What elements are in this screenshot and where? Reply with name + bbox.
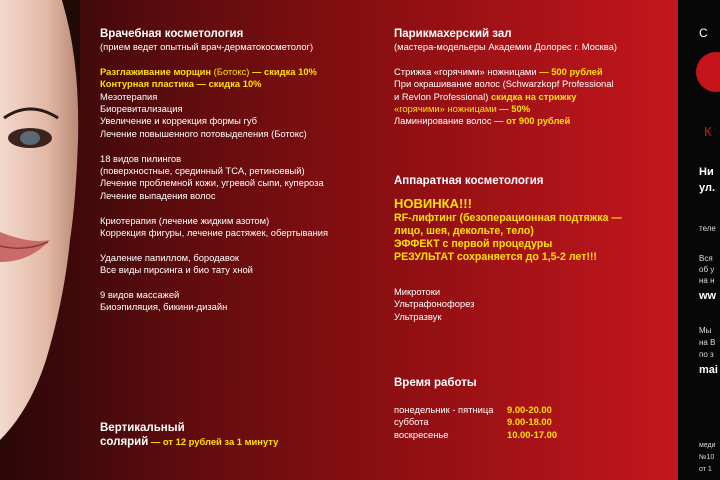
brand-letter: К [704,124,716,139]
contact-panel [678,0,720,480]
list-item: Лечение повышенного потовыделения (Ботокс) [100,127,307,139]
list-item: Микротоки [394,286,441,297]
solarium-block [100,421,278,449]
info-line: об у [699,265,715,274]
section-subtitle: (мастера-модельеры Академии Долорес г. Москва) [394,41,617,52]
promo-line: РЕЗУЛЬТАТ сохраняется до 1,5-2 лет!!! [394,251,597,263]
hair-line: «горячими» ножницами — 50% [394,103,531,115]
logo-icon [696,52,720,92]
medical-cosmetology-section [100,27,328,314]
promo-line: RF-лифтинг (безоперационная подтяжка — [394,212,622,224]
section-subtitle: (прием ведет опытный врач-дерматокосметолог) [100,41,314,52]
info-line: Вся [699,254,713,263]
license-line: №10 [699,454,715,461]
address-line: ул. [699,182,716,194]
face-illustration [0,0,80,480]
solarium-title: Вертикальный [100,422,185,434]
info-line: на В [699,338,716,347]
list-item: Криотерапия (лечение жидким азотом) [100,214,270,226]
info-line: Мы [699,326,712,335]
section-title: Время работы [394,377,477,389]
list-item: Ультрафонофорез [394,298,475,310]
email-link[interactable]: mai [699,364,718,376]
hair-line: При окрашивание волос (Schwarzkopf Professional [394,78,614,90]
info-line: по з [699,350,714,359]
hair-line: Стрижка «горячими» ножницами — 500 рублей [394,65,603,77]
model-face-photo [0,0,80,480]
working-hours-section [394,376,557,441]
hair-salon-section [394,27,617,128]
list-item: Увеличение и коррекция формы губ [100,115,258,127]
list-item: 9 видов массажей [100,289,180,301]
license-line: от 1 [699,466,712,473]
apparatus-section [394,174,622,323]
hair-line: и Revlon Professional) скидка на стрижку [394,90,577,102]
phone-label: теле [699,224,716,233]
hours-row: суббота 9.00-18.00 [394,416,552,428]
hair-line: Ламинирование волос — от 900 рублей [394,115,571,127]
list-item: (поверхностные, срединный ТСА, ретиноевый) [100,165,305,177]
section-title: Аппаратная косметология [394,175,544,187]
new-badge: НОВИНКА!!! [394,196,472,211]
hours-row: воскресенье 10.00-17.00 [394,428,558,440]
license-line: меди [699,442,716,449]
section-title: Парикмахерский зал [394,28,512,40]
list-item: Лечение выпадения волос [100,189,216,201]
website-link[interactable]: ww [699,290,717,302]
promo-line: Разглаживание морщин (Ботокс) — скидка 10% [100,65,317,77]
promo-line: лицо, шея, декольте, тело) [394,225,534,237]
list-item: Лечение проблемной кожи, угревой сыпи, купероза [100,177,324,189]
address-line: Ни [699,166,714,178]
list-item: 18 видов пилингов [100,152,182,164]
list-item: Все виды пирсинга и био тату хной [100,264,253,276]
promo-line: Контурная пластика — скидка 10% [100,78,262,90]
list-item: Коррекция фигуры, лечение растяжек, обертывания [100,227,329,239]
list-item: Биоэпиляция, бикини-дизайн [100,301,228,313]
list-item: Мезотерапия [100,90,158,102]
hours-row: понедельник - пятница 9.00-20.00 [394,404,552,415]
section-title: Врачебная косметология [100,28,244,40]
info-line: на н [699,276,715,285]
list-item: Ультразвук [394,310,442,322]
list-item: Удаление папиллом, бородавок [100,251,240,263]
panel-top-letter: С [699,26,708,40]
solarium-line: солярий — от 12 рублей за 1 минуту [100,436,279,448]
promo-line: ЭФФЕКТ с первой процедуры [394,238,553,250]
list-item: Биоревитализация [100,103,183,115]
